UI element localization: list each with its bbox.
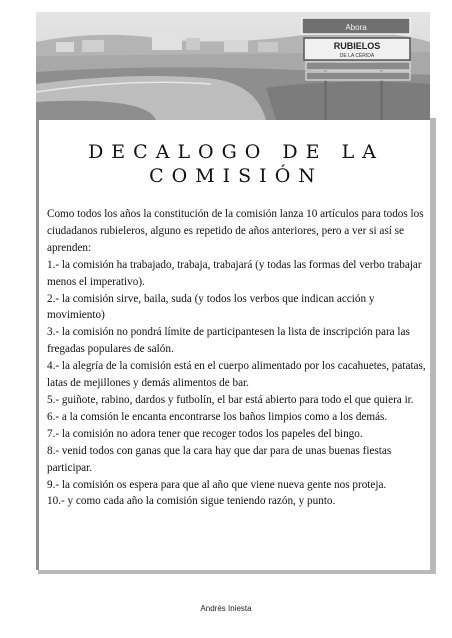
list-item: 6.- a la comsión le encanta encontrarse los baños limpios como a los demás. [47, 410, 388, 423]
sign-top-text: Abora [345, 23, 367, 32]
road-sign-small-2 [306, 72, 410, 80]
list-item: 10.- y como cada año la comisión sigue teniendo razón, y punto. [47, 495, 336, 508]
list-item: 1.- la comisión ha trabajado, trabaja, trabajará (y todas las formas del verbo trabajar menos el imperativo). [47, 258, 422, 288]
list-item: 7.- la comisión no adora tener que recoger todos los papeles del bingo. [47, 427, 363, 440]
list-item: 2.- la comisión sirve, baila, suda (y todos los verbos que indican acción y movimiento) [47, 292, 375, 322]
sign-sub-text: DE LA CÉRIDA [339, 53, 375, 59]
intro-paragraph: Como todos los años la constitución de la comisión lanza 10 artículos para todos los ciudadanos rubieleros, alguno es repetido de años anteriores, pero a ver si así se aprenden: [47, 208, 424, 254]
list-item: 5.- guiñote, rabino, dardos y futbolín, el bar está abierto para todo el que quiera ir. [47, 393, 414, 406]
sign-main-text: RUBIELOS [333, 41, 381, 51]
header-photo [36, 12, 430, 120]
author-footer: Andrés Iniesta [200, 604, 252, 613]
list-item: 3.- la comisión no pondrá límite de participantesen la lista de inscripción para las fregadas populares de salón. [47, 326, 410, 356]
list-item: 4.- la alegría de la comisión está en el cuerpo alimentado por los cacahuetes, patatas, latas de mejillones y demás alimentos de bar. [47, 360, 426, 390]
list-item: 9.- la comisión os espera para que al año que viene nueva gente nos proteja. [47, 478, 387, 491]
decalogue-body [47, 206, 427, 510]
page-title [39, 140, 433, 188]
decalogue-panel [36, 120, 430, 570]
title-line-1: DECALOGO DE LA [88, 141, 384, 163]
list-item: 8.- venid todos con ganas que la cara hay que dar para de unas buenas fiestas participar. [47, 444, 392, 474]
title-line-2: COMISIÓN [149, 165, 323, 187]
village-road-photo [36, 12, 430, 120]
road-sign-small-1 [306, 62, 410, 70]
